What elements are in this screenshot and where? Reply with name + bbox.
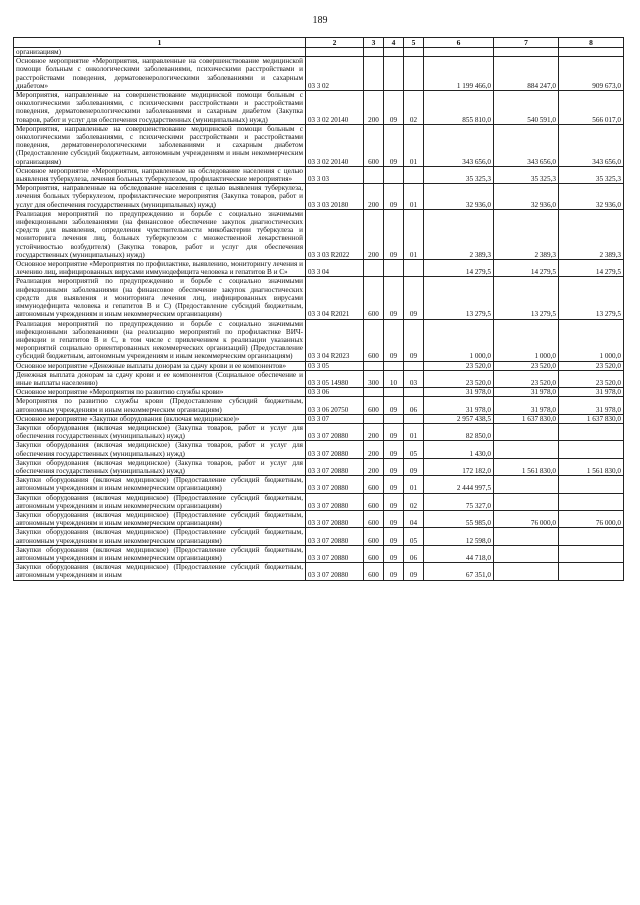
amount-year2-cell: 23 520,0 bbox=[494, 370, 559, 387]
amount-year1-cell: 23 520,0 bbox=[424, 370, 494, 387]
table-row bbox=[14, 91, 624, 125]
section-cell: 09 bbox=[384, 458, 404, 475]
target-code-cell: 03 3 07 20880 bbox=[306, 458, 364, 475]
description-cell: Мероприятия, направленные на совершенствование медицинской помощи больным с онкологическими заболеваниями, с психическими расстройствами и расстройствами поведения, дерматовенерологическими заболеваниями и сахарным диабетом (Закупка товаров, работ и услуг для обеспечения государственных (муниципальных) нужд) bbox=[14, 91, 306, 125]
target-code-cell: 03 3 07 20880 bbox=[306, 545, 364, 562]
amount-year3-cell: 31 978,0 bbox=[559, 397, 624, 414]
description-cell: Мероприятия, направленные на обследование населения с целью выявления туберкулеза, лечения больных туберкулезом, профилактические мероприятия (Закупка товаров, работ и услуг для обеспечения государственных (муниципальных) нужд) bbox=[14, 184, 306, 210]
section-cell: 09 bbox=[384, 397, 404, 414]
section-cell bbox=[384, 48, 404, 57]
description-cell: Закупки оборудования (включая медицинское) (Предоставление субсидий бюджетным, автономным учреждениям и иным некоммерческим организациям) bbox=[14, 528, 306, 545]
description-cell: Основное мероприятие «Мероприятия по профилактике, выявлению, мониторингу лечения и лечению лиц, инфицированных вирусами иммунодефицита человека и гепатитов В и С» bbox=[14, 260, 306, 277]
amount-year2-cell: 1 000,0 bbox=[494, 319, 559, 361]
amount-year3-cell bbox=[559, 48, 624, 57]
amount-year1-cell: 12 598,0 bbox=[424, 528, 494, 545]
column-number: 4 bbox=[384, 38, 404, 48]
expense-type-cell: 300 bbox=[364, 370, 384, 387]
amount-year3-cell: 343 656,0 bbox=[559, 124, 624, 166]
amount-year3-cell: 31 978,0 bbox=[559, 388, 624, 397]
table-row bbox=[14, 441, 624, 458]
section-cell: 09 bbox=[384, 277, 404, 319]
amount-year3-cell: 1 000,0 bbox=[559, 319, 624, 361]
expense-type-cell bbox=[364, 414, 384, 423]
description-cell: Закупки оборудования (включая медицинское) (Закупка товаров, работ и услуг для обеспечения государственных (муниципальных) нужд) bbox=[14, 458, 306, 475]
target-code-cell bbox=[306, 48, 364, 57]
subsection-cell: 02 bbox=[404, 493, 424, 510]
amount-year3-cell bbox=[559, 545, 624, 562]
description-cell: Закупки оборудования (включая медицинское) (Предоставление субсидий бюджетным, автономным учреждениям и иным некоммерческим организациям) bbox=[14, 545, 306, 562]
expense-type-cell bbox=[364, 361, 384, 370]
target-code-cell: 03 3 07 20880 bbox=[306, 528, 364, 545]
table-row bbox=[14, 493, 624, 510]
section-cell: 09 bbox=[384, 91, 404, 125]
target-code-cell: 03 3 06 20750 bbox=[306, 397, 364, 414]
subsection-cell: 01 bbox=[404, 184, 424, 210]
section-cell bbox=[384, 57, 404, 91]
amount-year3-cell: 2 389,3 bbox=[559, 209, 624, 259]
amount-year3-cell: 35 325,3 bbox=[559, 166, 624, 183]
section-cell: 09 bbox=[384, 423, 404, 440]
subsection-cell: 06 bbox=[404, 545, 424, 562]
description-cell: Закупки оборудования (включая медицинское) (Предоставление субсидий бюджетным, автономным учреждениям и иным некоммерческим организациям) bbox=[14, 510, 306, 527]
section-cell: 09 bbox=[384, 528, 404, 545]
description-cell: Мероприятия по развитию службы крови (Предоставление субсидий бюджетным, автономным учреждениям и иным некоммерческим организациям) bbox=[14, 397, 306, 414]
amount-year2-cell: 1 561 830,0 bbox=[494, 458, 559, 475]
expense-type-cell: 200 bbox=[364, 91, 384, 125]
section-cell bbox=[384, 414, 404, 423]
amount-year1-cell: 2 389,3 bbox=[424, 209, 494, 259]
amount-year1-cell: 343 656,0 bbox=[424, 124, 494, 166]
amount-year1-cell: 1 199 466,0 bbox=[424, 57, 494, 91]
subsection-cell bbox=[404, 57, 424, 91]
expense-type-cell: 600 bbox=[364, 510, 384, 527]
section-cell: 09 bbox=[384, 563, 404, 580]
table-row bbox=[14, 510, 624, 527]
amount-year2-cell bbox=[494, 545, 559, 562]
expense-type-cell: 200 bbox=[364, 441, 384, 458]
description-cell: Основное мероприятие «Закупки оборудования (включая медицинское)» bbox=[14, 414, 306, 423]
amount-year3-cell: 32 936,0 bbox=[559, 184, 624, 210]
amount-year2-cell: 1 637 830,0 bbox=[494, 414, 559, 423]
amount-year1-cell: 13 279,5 bbox=[424, 277, 494, 319]
subsection-cell: 01 bbox=[404, 209, 424, 259]
target-code-cell: 03 3 07 20880 bbox=[306, 563, 364, 580]
expense-type-cell: 600 bbox=[364, 397, 384, 414]
table-row bbox=[14, 319, 624, 361]
column-number: 1 bbox=[14, 38, 306, 48]
section-cell: 09 bbox=[384, 209, 404, 259]
expense-type-cell bbox=[364, 166, 384, 183]
column-number: 2 bbox=[306, 38, 364, 48]
expense-type-cell: 600 bbox=[364, 528, 384, 545]
table-row bbox=[14, 476, 624, 493]
table-row bbox=[14, 260, 624, 277]
amount-year3-cell: 23 520,0 bbox=[559, 361, 624, 370]
subsection-cell bbox=[404, 414, 424, 423]
column-number-row bbox=[14, 38, 624, 48]
amount-year2-cell: 23 520,0 bbox=[494, 361, 559, 370]
table-row bbox=[14, 563, 624, 580]
amount-year2-cell: 343 656,0 bbox=[494, 124, 559, 166]
amount-year1-cell: 855 810,0 bbox=[424, 91, 494, 125]
amount-year2-cell bbox=[494, 528, 559, 545]
amount-year2-cell: 32 936,0 bbox=[494, 184, 559, 210]
expense-type-cell bbox=[364, 388, 384, 397]
subsection-cell: 05 bbox=[404, 441, 424, 458]
amount-year1-cell: 2 444 997,5 bbox=[424, 476, 494, 493]
subsection-cell: 04 bbox=[404, 510, 424, 527]
description-cell: организациям) bbox=[14, 48, 306, 57]
table-row bbox=[14, 57, 624, 91]
description-cell: Закупки оборудования (включая медицинское) (Предоставление субсидий бюджетным, автономным учреждениям и иным bbox=[14, 563, 306, 580]
column-number: 7 bbox=[494, 38, 559, 48]
expense-type-cell: 600 bbox=[364, 545, 384, 562]
target-code-cell: 03 3 07 20880 bbox=[306, 441, 364, 458]
amount-year3-cell bbox=[559, 493, 624, 510]
target-code-cell: 03 3 03 bbox=[306, 166, 364, 183]
subsection-cell: 03 bbox=[404, 370, 424, 387]
amount-year3-cell bbox=[559, 423, 624, 440]
subsection-cell: 09 bbox=[404, 458, 424, 475]
subsection-cell: 01 bbox=[404, 476, 424, 493]
amount-year2-cell: 31 978,0 bbox=[494, 388, 559, 397]
amount-year1-cell: 55 985,0 bbox=[424, 510, 494, 527]
amount-year1-cell: 14 279,5 bbox=[424, 260, 494, 277]
column-number: 5 bbox=[404, 38, 424, 48]
target-code-cell: 03 3 05 14980 bbox=[306, 370, 364, 387]
column-number: 8 bbox=[559, 38, 624, 48]
subsection-cell: 02 bbox=[404, 91, 424, 125]
target-code-cell: 03 3 04 R2023 bbox=[306, 319, 364, 361]
amount-year2-cell bbox=[494, 441, 559, 458]
target-code-cell: 03 3 07 20880 bbox=[306, 423, 364, 440]
amount-year2-cell: 76 000,0 bbox=[494, 510, 559, 527]
amount-year3-cell: 1 561 830,0 bbox=[559, 458, 624, 475]
amount-year2-cell: 35 325,3 bbox=[494, 166, 559, 183]
target-code-cell: 03 3 07 20880 bbox=[306, 493, 364, 510]
amount-year1-cell: 67 351,0 bbox=[424, 563, 494, 580]
amount-year2-cell bbox=[494, 48, 559, 57]
section-cell: 09 bbox=[384, 493, 404, 510]
section-cell bbox=[384, 388, 404, 397]
table-row bbox=[14, 361, 624, 370]
target-code-cell: 03 3 07 bbox=[306, 414, 364, 423]
amount-year2-cell: 13 279,5 bbox=[494, 277, 559, 319]
description-cell: Основное мероприятие «Мероприятия, направленные на обследование населения с целью выявления туберкулеза, лечения больных туберкулезом, профилактические мероприятия» bbox=[14, 166, 306, 183]
column-number: 3 bbox=[364, 38, 384, 48]
section-cell: 09 bbox=[384, 184, 404, 210]
description-cell: Закупки оборудования (включая медицинское) (Предоставление субсидий бюджетным, автономным учреждениям и иным некоммерческим организациям) bbox=[14, 476, 306, 493]
amount-year3-cell: 13 279,5 bbox=[559, 277, 624, 319]
table-row bbox=[14, 414, 624, 423]
amount-year1-cell: 1 000,0 bbox=[424, 319, 494, 361]
description-cell: Закупки оборудования (включая медицинское) (Предоставление субсидий бюджетным, автономным учреждениям и иным некоммерческим организациям) bbox=[14, 493, 306, 510]
subsection-cell: 09 bbox=[404, 277, 424, 319]
amount-year1-cell: 32 936,0 bbox=[424, 184, 494, 210]
amount-year1-cell bbox=[424, 48, 494, 57]
section-cell: 09 bbox=[384, 510, 404, 527]
subsection-cell: 01 bbox=[404, 124, 424, 166]
target-code-cell: 03 3 02 20140 bbox=[306, 91, 364, 125]
amount-year1-cell: 23 520,0 bbox=[424, 361, 494, 370]
target-code-cell: 03 3 06 bbox=[306, 388, 364, 397]
amount-year1-cell: 82 850,0 bbox=[424, 423, 494, 440]
subsection-cell bbox=[404, 388, 424, 397]
table-row bbox=[14, 545, 624, 562]
subsection-cell bbox=[404, 166, 424, 183]
description-cell: Мероприятия, направленные на совершенствование медицинской помощи больным с онкологическими заболеваниями, с психическими расстройствами и расстройствами поведения, дерматовенерологическими заболеваниями и сахарным диабетом (Предоставление субсидий бюджетным, автономным учреждениям и иным некоммерческим организациям) bbox=[14, 124, 306, 166]
table-row bbox=[14, 397, 624, 414]
description-cell: Реализация мероприятий по предупреждению и борьбе с социально значимыми инфекционными заболеваниями (на финансовое обеспечение закупок диагностических средств для выявления и мониторинга лечения лиц, инфицированных вирусами иммунодефицита человека и гепатитов В и С) (Предоставление субсидий бюджетным, автономным учреждениям и иным некоммерческим организациям) bbox=[14, 277, 306, 319]
amount-year1-cell: 1 430,0 bbox=[424, 441, 494, 458]
target-code-cell: 03 3 05 bbox=[306, 361, 364, 370]
column-number: 6 bbox=[424, 38, 494, 48]
amount-year1-cell: 44 718,0 bbox=[424, 545, 494, 562]
description-cell: Основное мероприятие «Мероприятия по развитию службы крови» bbox=[14, 388, 306, 397]
expense-type-cell: 200 bbox=[364, 458, 384, 475]
description-cell: Реализация мероприятий по предупреждению и борьбе с социально значимыми инфекционными заболеваниями (на финансовое обеспечение закупок диагностических средств для выявления, определения чувствительности микобактерии туберкулеза и мониторинга лечения лиц, больных туберкулезом с множественной лекарственной устойчивостью возбудителя) (Закупка товаров, работ и услуг для обеспечения государственных (муниципальных) нужд) bbox=[14, 209, 306, 259]
section-cell bbox=[384, 260, 404, 277]
subsection-cell bbox=[404, 361, 424, 370]
amount-year3-cell bbox=[559, 476, 624, 493]
table-row bbox=[14, 166, 624, 183]
description-cell: Основное мероприятие «Денежные выплаты донорам за сдачу крови и ее компонентов» bbox=[14, 361, 306, 370]
amount-year2-cell: 884 247,0 bbox=[494, 57, 559, 91]
description-cell: Закупки оборудования (включая медицинское) (Закупка товаров, работ и услуг для обеспечения государственных (муниципальных) нужд) bbox=[14, 441, 306, 458]
amount-year1-cell: 75 327,0 bbox=[424, 493, 494, 510]
amount-year2-cell bbox=[494, 423, 559, 440]
section-cell: 09 bbox=[384, 476, 404, 493]
section-cell: 10 bbox=[384, 370, 404, 387]
amount-year3-cell: 14 279,5 bbox=[559, 260, 624, 277]
amount-year3-cell: 76 000,0 bbox=[559, 510, 624, 527]
target-code-cell: 03 3 07 20880 bbox=[306, 476, 364, 493]
amount-year2-cell bbox=[494, 563, 559, 580]
section-cell: 09 bbox=[384, 124, 404, 166]
section-cell bbox=[384, 361, 404, 370]
amount-year3-cell: 1 637 830,0 bbox=[559, 414, 624, 423]
description-cell: Основное мероприятие «Мероприятия, направленные на совершенствование медицинской помощи больным с онкологическими заболеваниями, психическими расстройствами и расстройствами поведения, дерматовенерологическими заболеваниями и сахарным диабетом» bbox=[14, 57, 306, 91]
expense-type-cell: 200 bbox=[364, 423, 384, 440]
amount-year2-cell bbox=[494, 493, 559, 510]
target-code-cell: 03 3 03 R2022 bbox=[306, 209, 364, 259]
target-code-cell: 03 3 02 20140 bbox=[306, 124, 364, 166]
amount-year1-cell: 172 182,0 bbox=[424, 458, 494, 475]
expense-type-cell: 600 bbox=[364, 124, 384, 166]
amount-year2-cell: 540 591,0 bbox=[494, 91, 559, 125]
table-row bbox=[14, 184, 624, 210]
expense-type-cell: 200 bbox=[364, 209, 384, 259]
subsection-cell: 09 bbox=[404, 319, 424, 361]
table-row bbox=[14, 458, 624, 475]
expense-type-cell: 600 bbox=[364, 319, 384, 361]
amount-year1-cell: 2 957 438,5 bbox=[424, 414, 494, 423]
amount-year2-cell: 2 389,3 bbox=[494, 209, 559, 259]
section-cell: 09 bbox=[384, 545, 404, 562]
budget-table bbox=[13, 37, 624, 581]
target-code-cell: 03 3 04 bbox=[306, 260, 364, 277]
amount-year3-cell bbox=[559, 563, 624, 580]
expense-type-cell bbox=[364, 260, 384, 277]
target-code-cell: 03 3 02 bbox=[306, 57, 364, 91]
target-code-cell: 03 3 03 20180 bbox=[306, 184, 364, 210]
expense-type-cell: 600 bbox=[364, 493, 384, 510]
subsection-cell: 06 bbox=[404, 397, 424, 414]
page-number: 189 bbox=[312, 15, 328, 26]
subsection-cell: 09 bbox=[404, 563, 424, 580]
table-row bbox=[14, 277, 624, 319]
amount-year2-cell bbox=[494, 476, 559, 493]
description-cell: Денежная выплата донорам за сдачу крови и ее компонентов (Социальное обеспечение и иные выплаты населению) bbox=[14, 370, 306, 387]
section-cell: 09 bbox=[384, 319, 404, 361]
expense-type-cell: 600 bbox=[364, 476, 384, 493]
amount-year3-cell bbox=[559, 441, 624, 458]
expense-type-cell: 200 bbox=[364, 184, 384, 210]
target-code-cell: 03 3 07 20880 bbox=[306, 510, 364, 527]
expense-type-cell: 600 bbox=[364, 563, 384, 580]
table-row bbox=[14, 48, 624, 57]
amount-year1-cell: 31 978,0 bbox=[424, 397, 494, 414]
table-row bbox=[14, 124, 624, 166]
section-cell bbox=[384, 166, 404, 183]
subsection-cell: 05 bbox=[404, 528, 424, 545]
expense-type-cell: 600 bbox=[364, 277, 384, 319]
amount-year2-cell: 14 279,5 bbox=[494, 260, 559, 277]
amount-year3-cell: 23 520,0 bbox=[559, 370, 624, 387]
amount-year2-cell: 31 978,0 bbox=[494, 397, 559, 414]
table-row bbox=[14, 388, 624, 397]
subsection-cell bbox=[404, 260, 424, 277]
expense-type-cell bbox=[364, 57, 384, 91]
expense-type-cell bbox=[364, 48, 384, 57]
table-row bbox=[14, 209, 624, 259]
amount-year3-cell: 909 673,0 bbox=[559, 57, 624, 91]
amount-year3-cell bbox=[559, 528, 624, 545]
amount-year1-cell: 31 978,0 bbox=[424, 388, 494, 397]
description-cell: Реализация мероприятий по предупреждению и борьбе с социально значимыми инфекционными заболеваниями (на реализацию мероприятий по профилактике ВИЧ-инфекции и гепатитов В и С, в том числе с привлечением к реализации указанных мероприятий социально ориентированных некоммерческих организаций) (Предоставление субсидий бюджетным, автономным учреждениям и иным некоммерческим организациям) bbox=[14, 319, 306, 361]
table-row bbox=[14, 423, 624, 440]
subsection-cell: 01 bbox=[404, 423, 424, 440]
subsection-cell bbox=[404, 48, 424, 57]
section-cell: 09 bbox=[384, 441, 404, 458]
target-code-cell: 03 3 04 R2021 bbox=[306, 277, 364, 319]
amount-year3-cell: 566 017,0 bbox=[559, 91, 624, 125]
table-row bbox=[14, 370, 624, 387]
table-row bbox=[14, 528, 624, 545]
description-cell: Закупки оборудования (включая медицинское) (Закупка товаров, работ и услуг для обеспечения государственных (муниципальных) нужд) bbox=[14, 423, 306, 440]
amount-year1-cell: 35 325,3 bbox=[424, 166, 494, 183]
